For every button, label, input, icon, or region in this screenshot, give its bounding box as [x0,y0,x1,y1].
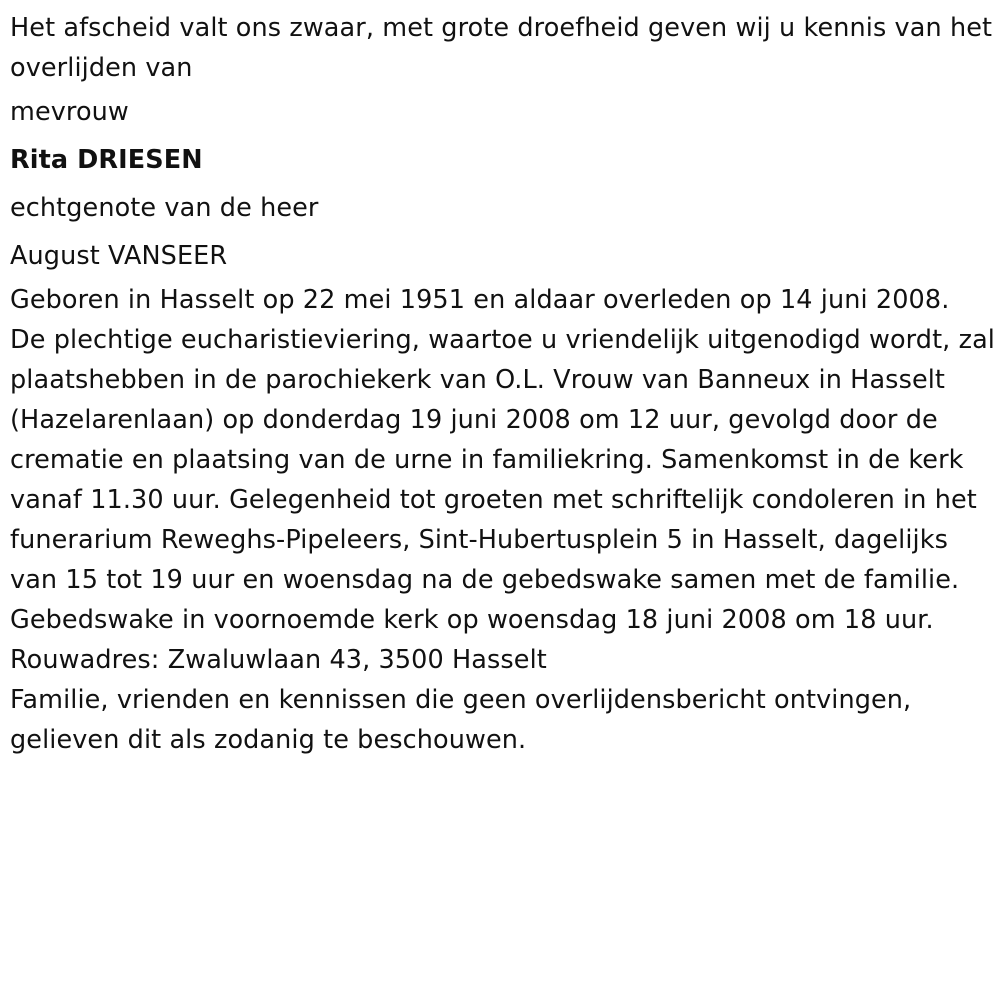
birth-death-text: Geboren in Hasselt op 22 mei 1951 en aldaar overleden op 14 juni 2008. [10,285,950,315]
intro-text: Het afscheid valt ons zwaar, met grote droefheid geven wij u kennis van het overlijden van [10,13,993,83]
ceremony-details: De plechtige eucharistieviering, waartoe u vriendelijk uitgenodigd wordt, zal plaatshebben in de parochiekerk van O.L. Vrouw van Banneux in Hasselt (Hazelarenlaan) op donderdag 19 juni 2008 om 12 uur, gevolgd door de crematie en plaatsing van de urne in familiekring. Samenkomst in de kerk vanaf 11.30 uur. Gelegenheid tot groeten met schriftelijk condoleren in het funerarium Reweghs-Pipeleers, Sint-Hubertusplein 5 in Hasselt, dagelijks van 15 tot 19 uur en woensdag na de gebedswake samen met de familie. Gebedswake in voornoemde kerk op woensdag 18 juni 2008 om 18 uur. [10,325,995,635]
deceased-name: Rita DRIESEN [10,145,203,175]
closing-text: Familie, vrienden en kennissen die geen overlijdensbericht ontvingen, gelieven dit als zodanig te beschouwen. [10,685,912,755]
mourning-address: Rouwadres: Zwaluwlaan 43, 3500 Hasselt [10,645,547,675]
relation-text: echtgenote van de heer [10,193,319,223]
honorific: mevrouw [10,97,129,127]
obituary-notice [10,8,995,760]
spouse-name: August VANSEER [10,241,228,271]
